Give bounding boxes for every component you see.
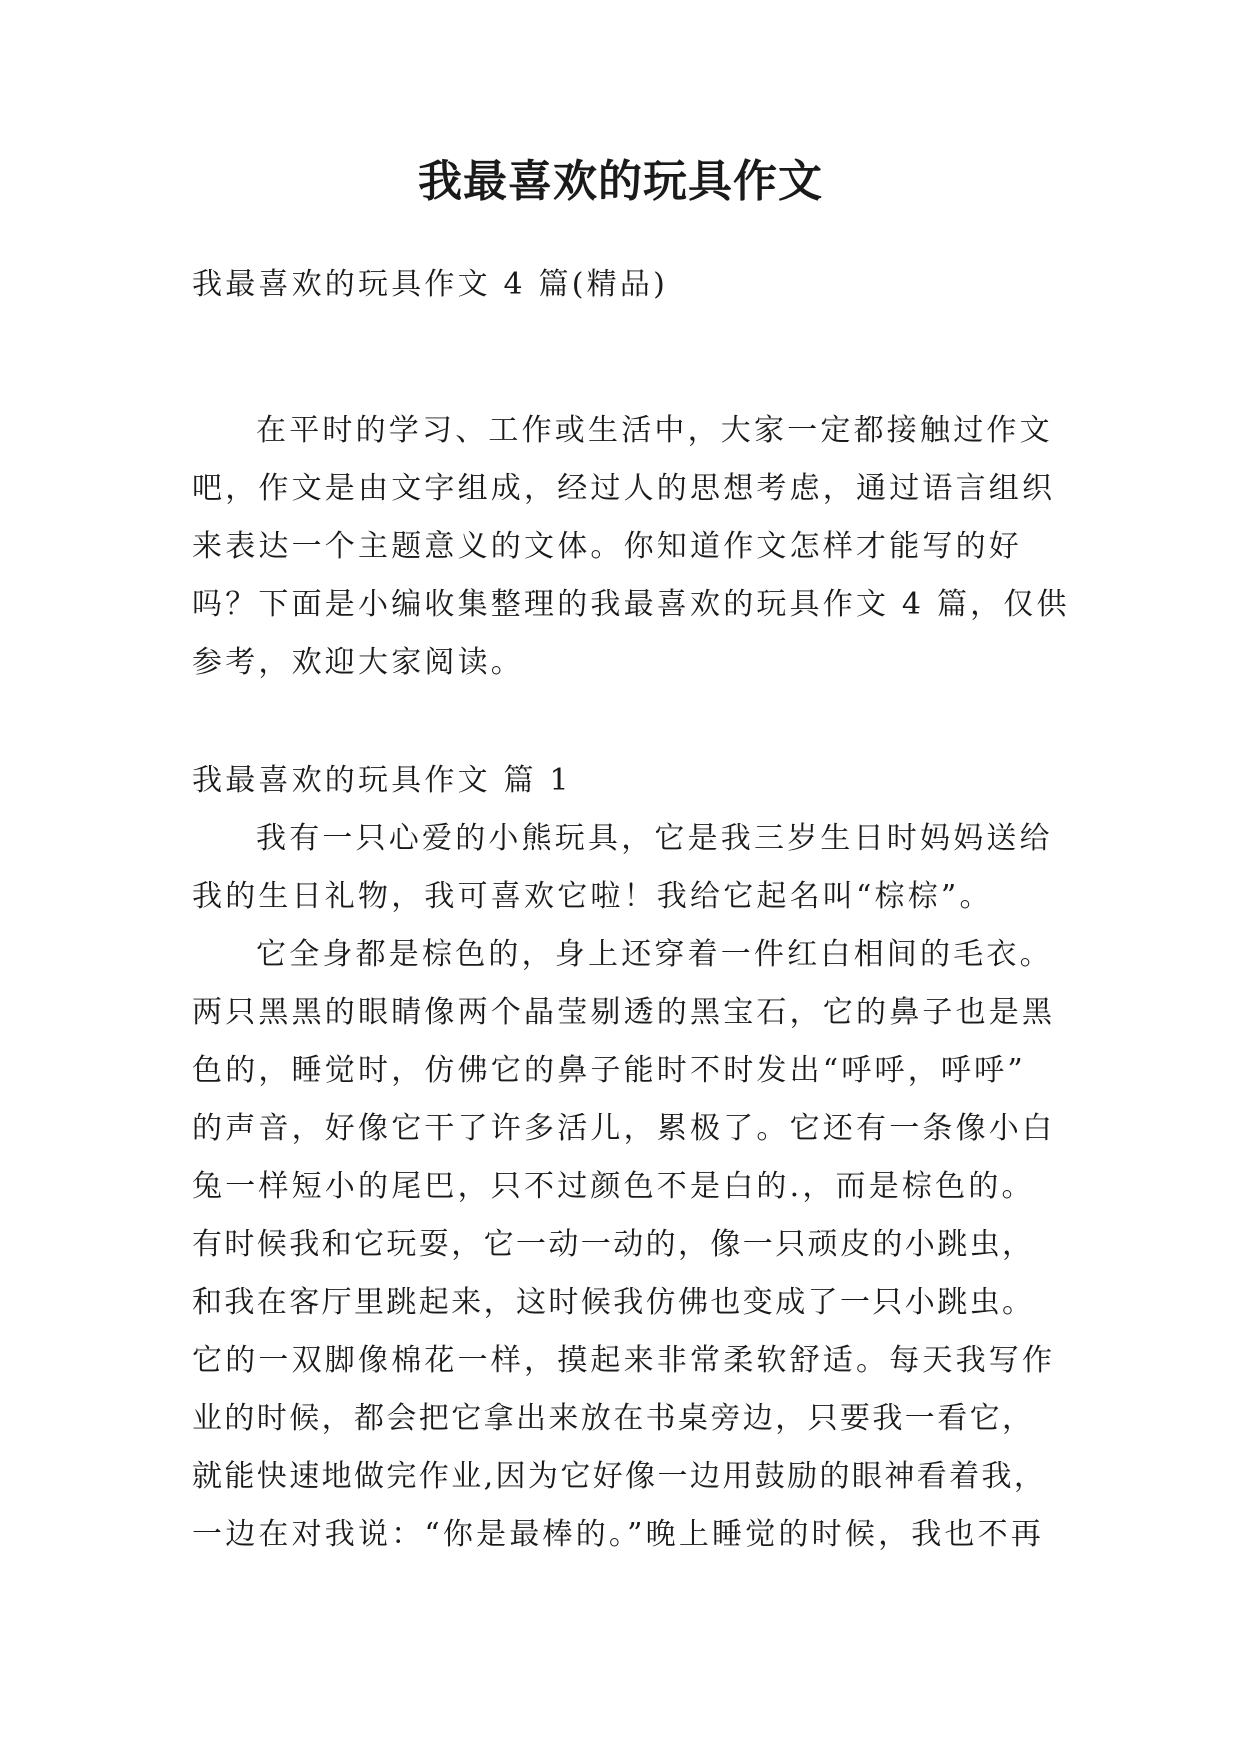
document-title: 我最喜欢的玩具作文 bbox=[418, 156, 823, 207]
intro-line: 来表达一个主题意义的文体。你知道作文怎样才能写的好 bbox=[192, 529, 1022, 564]
section-heading-text: 我最喜欢的玩具作文 篇 1 bbox=[192, 763, 572, 798]
body-line: 兔一样短小的尾巴，只不过颜色不是白的.，而是棕色的。 bbox=[192, 1169, 1035, 1204]
body-line: 两只黑黑的眼睛像两个晶莹剔透的黑宝石，它的鼻子也是黑 bbox=[192, 995, 1056, 1030]
body-line: 有时候我和它玩耍，它一动一动的，像一只顽皮的小跳虫， bbox=[192, 1227, 1035, 1262]
body-line: 我的生日礼物，我可喜欢它啦！我给它起名叫“棕棕”。 bbox=[192, 879, 993, 914]
body-line: 和我在客厅里跳起来，这时候我仿佛也变成了一只小跳虫。 bbox=[192, 1285, 1035, 1320]
section-heading bbox=[192, 752, 1052, 810]
body-line: 它全身都是棕色的，身上还穿着一件红白相间的毛衣。 bbox=[256, 937, 1053, 972]
intro-line: 吗？下面是小编收集整理的我最喜欢的玩具作文 4 篇，仅供 bbox=[192, 587, 1070, 622]
body-line: 就能快速地做完作业,因为它好像一边用鼓励的眼神看着我， bbox=[192, 1459, 1047, 1494]
body-line: 一边在对我说：“你是最棒的。”晚上睡觉的时候，我也不再 bbox=[192, 1517, 1045, 1552]
body-line: 的声音，好像它干了许多活儿，累极了。它还有一条像小白 bbox=[192, 1111, 1056, 1146]
body-line: 我有一只心爱的小熊玩具，它是我三岁生日时妈妈送给 bbox=[256, 821, 1053, 856]
body-line: 它的一双脚像棉花一样，摸起来非常柔软舒适。每天我写作 bbox=[192, 1343, 1056, 1378]
intro-line: 在平时的学习、工作或生活中，大家一定都接触过作文 bbox=[256, 413, 1053, 448]
intro-line: 吧，作文是由文字组成，经过人的思想考虑，通过语言组织 bbox=[192, 471, 1056, 506]
subtitle-text: 我最喜欢的玩具作文 4 篇(精品) bbox=[192, 267, 668, 302]
intro-line: 参考，欢迎大家阅读。 bbox=[192, 645, 524, 680]
section-body bbox=[192, 810, 1056, 1564]
body-line: 业的时候，都会把它拿出来放在书桌旁边，只要我一看它， bbox=[192, 1401, 1035, 1436]
document-subtitle bbox=[192, 256, 1052, 314]
intro-paragraph bbox=[192, 402, 1070, 692]
body-line: 色的，睡觉时，仿佛它的鼻子能时不时发出“呼呼，呼呼” bbox=[192, 1053, 1026, 1088]
